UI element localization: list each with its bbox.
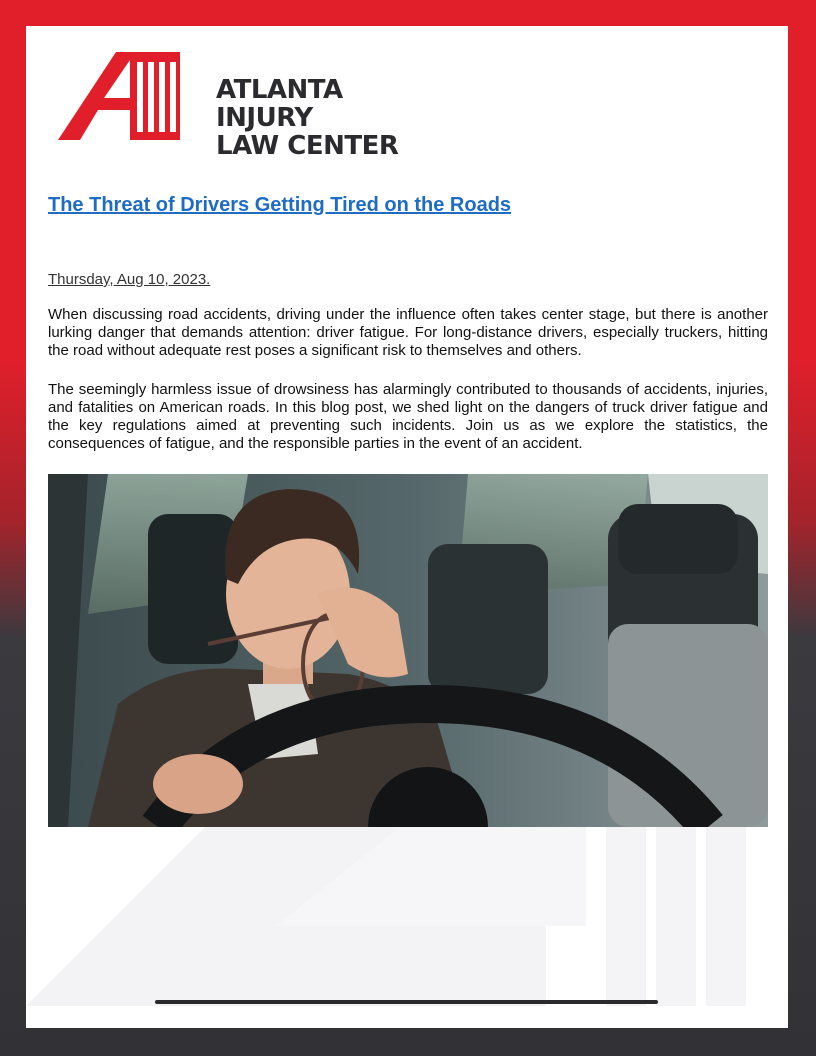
document-sheet xyxy=(26,26,788,1028)
logo-mark-letter: A xyxy=(68,135,69,136)
logo-line-1: ATLANTA xyxy=(216,75,343,105)
company-logo[interactable] xyxy=(58,50,399,161)
article-title-link[interactable]: The Threat of Drivers Getting Tired on the Roads xyxy=(48,194,512,216)
logo-pillar-mark xyxy=(58,50,208,146)
logo-wordmark xyxy=(216,76,398,160)
logo-line-3: LAW CENTER xyxy=(216,131,399,161)
article-paragraph-2: The seemingly harmless issue of drowsiness has alarmingly contributed to thousands of accidents, injuries, and fatalities on American roads. In this blog post, we shed light on the dangers of truck driver fatigue and the key regulations aimed at preventing such incidents. Join us as we explore the statistics, the consequences of fatigue, and the responsible parties in the event of an accident. xyxy=(48,381,768,452)
photo-drowsy-driver xyxy=(48,474,768,827)
article-date: Thursday, Aug 10, 2023. xyxy=(48,271,211,288)
logo-line-2: INJURY xyxy=(216,103,313,133)
article-paragraph-1: When discussing road accidents, driving under the influence often takes center stage, but there is another lurking danger that demands attention: driver fatigue. For long-distance drivers, especially truckers, hitting the road without adequate rest poses a significant risk to themselves and others. xyxy=(48,306,768,359)
page-divider-bar xyxy=(155,1000,658,1004)
